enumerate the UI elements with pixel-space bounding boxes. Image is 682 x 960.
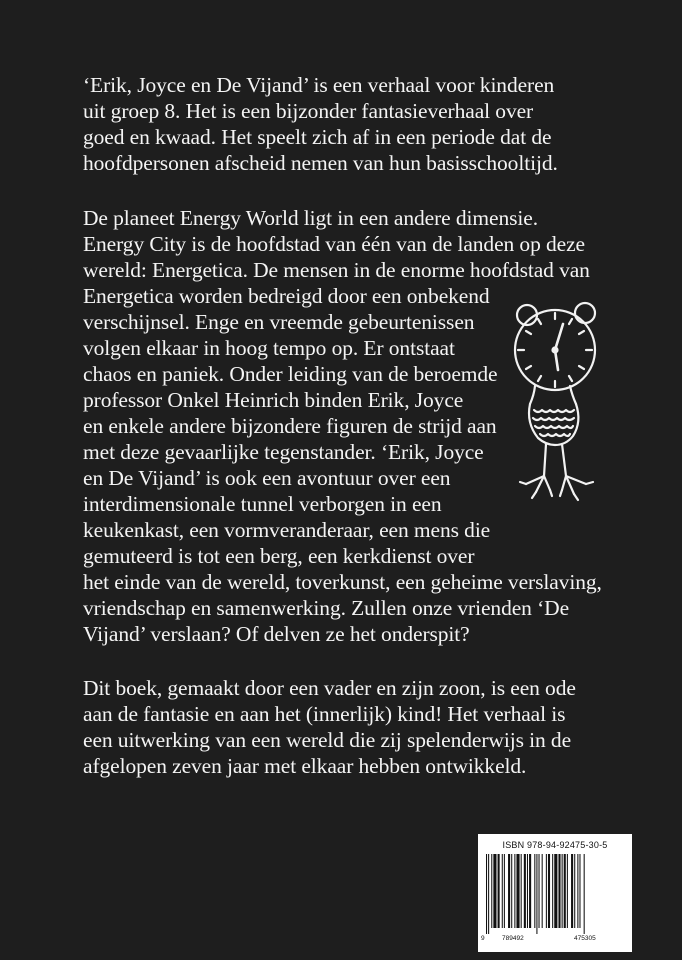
barcode-bar [571, 854, 573, 928]
barcode-bar [521, 854, 522, 928]
barcode-bar [502, 854, 503, 928]
blurb-line: en enkele andere bijzondere figuren de strijd aan [83, 414, 497, 438]
barcode-bar [491, 854, 492, 928]
barcode-bar [486, 854, 487, 934]
blurb-line: gemuteerd is tot een berg, een kerkdienst over [83, 544, 475, 568]
blurb-line: het einde van de wereld, toverkunst, een geheime verslaving, [83, 570, 602, 594]
barcode-bar [516, 854, 519, 928]
blurb-line: aan de fantasie en aan het (innerlijk) kind! Het verhaal is [83, 702, 566, 726]
barcode-bar [546, 854, 547, 928]
blurb-line: goed en kwaad. Het speelt zich af in een periode dat de [83, 125, 552, 149]
barcode-bar [514, 854, 515, 928]
barcode-bars [484, 854, 626, 934]
blurb-line: hoofdpersonen afscheid nemen van hun basisschooltijd. [83, 151, 558, 175]
barcode-bar [567, 854, 568, 928]
barcode-bar [529, 854, 531, 928]
barcode-bar [511, 854, 512, 928]
blurb-line: volgen elkaar in hoog tempo op. Er ontstaat [83, 336, 455, 360]
blurb-line: vriendschap en samenwerking. Zullen onze vrienden ‘De [83, 596, 570, 620]
blurb-line: De planeet Energy World ligt in een andere dimensie. [83, 206, 538, 230]
barcode-bar [534, 854, 535, 928]
blurb-line: wereld: Energetica. De mensen in de enorme hoofdstad van [83, 258, 590, 282]
barcode-bar [577, 854, 578, 928]
blurb-line: professor Onkel Heinrich binden Erik, Joyce [83, 388, 464, 412]
barcode-bar [548, 854, 550, 928]
barcode-bar [508, 854, 510, 928]
blurb-line: afgelopen zeven jaar met elkaar hebben ontwikkeld. [83, 754, 527, 778]
barcode-digits-left: 789492 [502, 935, 524, 942]
barcode-digits-right: 475305 [574, 935, 596, 942]
blurb-line: met deze gevaarlijke tegenstander. ‘Erik, Joyce [83, 440, 484, 464]
blurb-line: een uitwerking van een wereld die zij spelenderwijs in de [83, 728, 572, 752]
blurb-line: en De Vijand’ is ook een avontuur over een [83, 466, 451, 490]
blurb-line: chaos en paniek. Onder leiding van de beroemde [83, 362, 498, 386]
barcode-bar [536, 854, 537, 934]
blurb-line: interdimensionale tunnel verborgen in een [83, 492, 442, 516]
blurb-line: Energetica worden bedreigd door een onbekend [83, 284, 490, 308]
blurb-line: verschijnsel. Enge en vreemde gebeurtenissen [83, 310, 475, 334]
isbn-label: ISBN 978-94-92475-30-5 [502, 840, 608, 850]
barcode-bar [488, 854, 489, 934]
blurb-line: Vijand’ verslaan? Of delven ze het onderspit? [83, 622, 470, 646]
barcode-bar [562, 854, 563, 928]
barcode-bar [493, 854, 496, 928]
blurb-line: ‘Erik, Joyce en De Vijand’ is een verhaal voor kinderen [83, 73, 555, 97]
blurb-line: uit groep 8. Het is een bijzonder fantasieverhaal over [83, 99, 534, 123]
barcode-bar [527, 854, 528, 928]
barcode-bar [584, 854, 585, 934]
blurb-line: Dit boek, gemaakt door een vader en zijn zoon, is een ode [83, 676, 576, 700]
barcode-bar [552, 854, 553, 928]
barcode-bar [564, 854, 566, 928]
clock-creature-illustration [500, 298, 620, 513]
barcode-bar [554, 854, 557, 928]
barcode-bar [542, 854, 543, 928]
barcode-bar [539, 854, 540, 928]
blurb-line: Energy City is de hoofdstad van één van de landen op deze [83, 232, 585, 256]
barcode-bar [558, 854, 560, 928]
barcode-bar [574, 854, 575, 928]
barcode-digit-lead: 9 [481, 935, 485, 942]
blurb-line: keukenkast, een vormveranderaar, een mens die [83, 518, 491, 542]
barcode-bar [524, 854, 526, 928]
barcode-bar [579, 854, 580, 928]
barcode-bar [498, 854, 500, 928]
isbn-barcode [478, 834, 632, 952]
barcode-bar [504, 854, 505, 928]
